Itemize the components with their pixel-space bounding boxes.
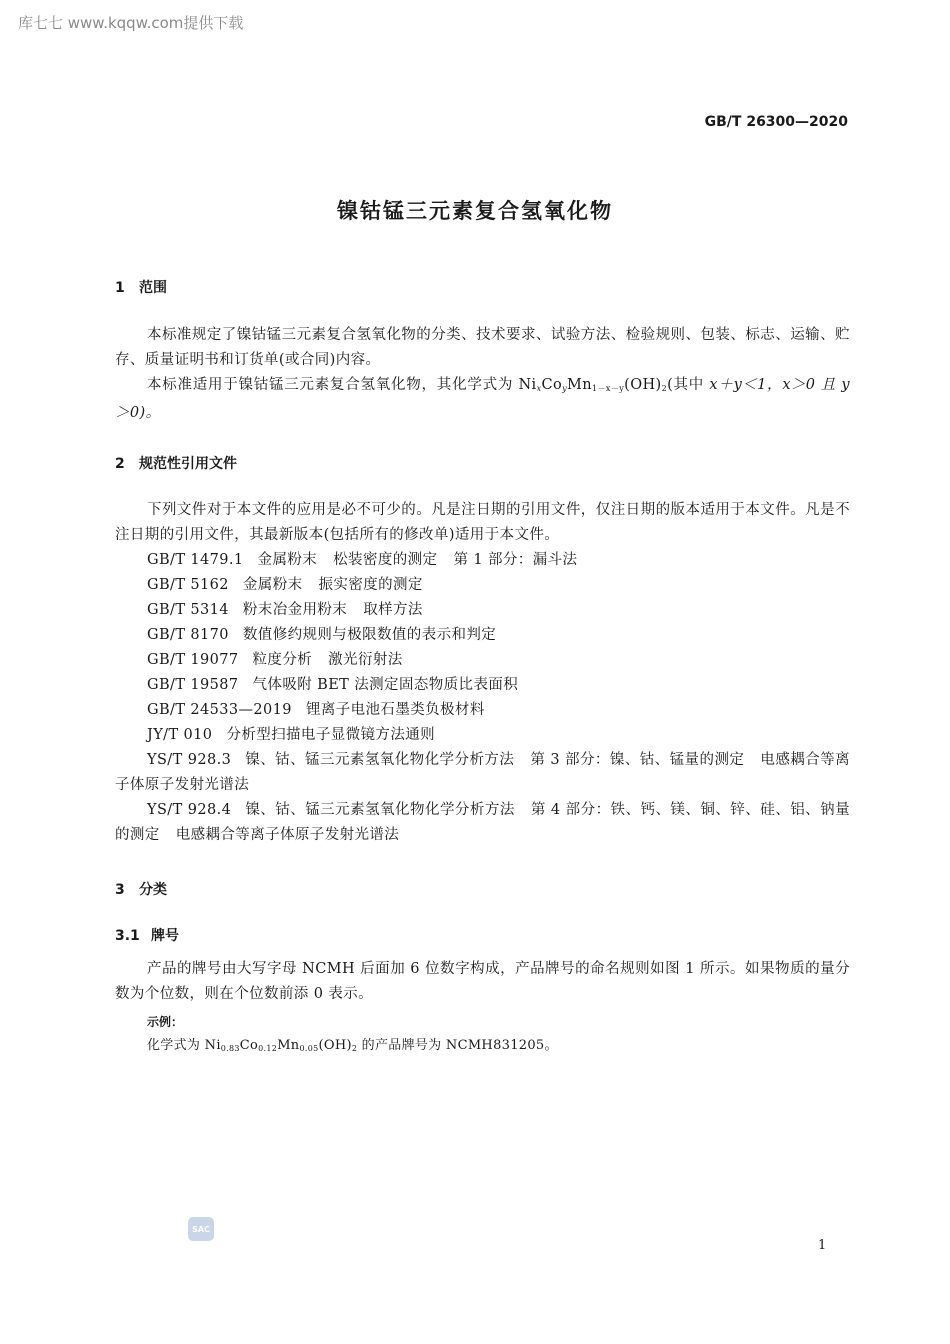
scope-paragraph-1: 本标准规定了镍钴锰三元素复合氢氧化物的分类、技术要求、试验方法、检验规则、包装、标志、运输、贮存、质量证明书和订货单(或合同)内容。 bbox=[115, 327, 850, 368]
reference-title: 粉末冶金用粉末 bbox=[242, 602, 348, 618]
reference-title: 数值修约规则与极限数值的表示和判定 bbox=[242, 627, 497, 643]
reference-item bbox=[147, 548, 577, 573]
reference-code: GB/T 19077 bbox=[147, 652, 239, 668]
reference-title: 电感耦合等离子体原子发射光谱法 bbox=[175, 827, 400, 843]
reference-item bbox=[147, 673, 518, 698]
section-3-heading bbox=[115, 879, 167, 899]
subsection-title: 牌号 bbox=[151, 928, 179, 944]
reference-title: 金属粉末 bbox=[242, 577, 303, 593]
condition-text: (其中 bbox=[667, 377, 710, 393]
reference-title: 第 4 部分：铁、钙、镁、铜、锌、硅、铝、钠量的测定 bbox=[115, 802, 851, 843]
chemical-formula: $Ni_xCo_yMn_{1-x-y}(OH)_2$ bbox=[518, 377, 668, 393]
reference-item bbox=[147, 648, 403, 673]
reference-title: 松装密度的测定 bbox=[333, 552, 438, 568]
reference-title: 取样方法 bbox=[363, 602, 423, 618]
reference-code: GB/T 5162 bbox=[147, 577, 229, 593]
reference-code: GB/T 24533—2019 bbox=[147, 702, 292, 718]
section-number: 1 bbox=[115, 280, 125, 296]
reference-title: 镍、钴、锰三元素氢氧化物化学分析方法 bbox=[245, 752, 515, 768]
reference-title: 第 3 部分：镍、钴、锰量的测定 bbox=[530, 752, 745, 768]
references-intro: 下列文件对于本文件的应用是必不可少的。凡是注日期的引用文件，仅注日期的版本适用于本文件。凡是不注日期的引用文件，其最新版本(包括所有的修改单)适用于本文件。 bbox=[115, 502, 850, 543]
reference-item bbox=[147, 623, 496, 648]
condition-a: x＋y＜1， bbox=[709, 377, 783, 393]
condition-b: x＞0 且 y＞0)。 bbox=[115, 377, 851, 421]
reference-item bbox=[147, 723, 435, 748]
section-number: 3 bbox=[115, 882, 125, 898]
standard-number: GB/T 26300—2020 bbox=[704, 114, 848, 130]
scope-text: 本标准适用于镍钴锰三元素复合氢氧化物，其化学式为 bbox=[147, 377, 519, 393]
section-1-heading bbox=[115, 277, 167, 297]
reference-title: 镍、钴、锰三元素氢氧化物化学分析方法 bbox=[245, 802, 515, 818]
reference-title: 分析型扫描电子显微镜方法通则 bbox=[226, 727, 436, 743]
reference-title: 金属粉末 bbox=[257, 552, 318, 568]
reference-code: YS/T 928.4 bbox=[147, 802, 232, 818]
reference-title: 气体吸附 BET 法测定固态物质比表面积 bbox=[252, 677, 519, 693]
example-text: 化学式为 $Ni_{0.83}Co_{0.12}Mn_{0.05}(OH)_2$ 的产品牌号为 NCMH831205。 bbox=[147, 1038, 558, 1053]
reference-title: 锂离子电池石墨类负极材料 bbox=[305, 702, 485, 718]
reference-code: GB/T 1479.1 bbox=[147, 552, 244, 568]
example-label: 示例： bbox=[147, 1015, 184, 1029]
subsection-number: 3.1 bbox=[115, 928, 140, 944]
svg-text:SAC: SAC bbox=[192, 1225, 210, 1234]
reference-item-long bbox=[115, 798, 850, 848]
reference-item bbox=[147, 573, 423, 598]
scope-paragraph-2 bbox=[115, 373, 850, 426]
reference-item bbox=[147, 698, 485, 723]
reference-code: YS/T 928.3 bbox=[147, 752, 232, 768]
reference-code: GB/T 5314 bbox=[147, 602, 229, 618]
watermark-text: 库七七 www.kqqw.com提供下载 bbox=[18, 14, 244, 32]
reference-title: 粒度分析 bbox=[252, 652, 313, 668]
document-title: 镍钴锰三元素复合氢氧化物 bbox=[337, 199, 613, 223]
sac-logo-icon bbox=[187, 1216, 215, 1242]
page-number: 1 bbox=[818, 1238, 827, 1253]
reference-title: 第 1 部分：漏斗法 bbox=[453, 552, 578, 568]
section-title: 规范性引用文件 bbox=[139, 456, 237, 472]
reference-title: 振实密度的测定 bbox=[318, 577, 423, 593]
reference-code: GB/T 8170 bbox=[147, 627, 229, 643]
reference-title: 激光衍射法 bbox=[328, 652, 403, 668]
section-title: 范围 bbox=[139, 280, 167, 296]
subsection-3-1-heading bbox=[115, 925, 179, 945]
reference-code: JY/T 010 bbox=[147, 727, 213, 743]
section-number: 2 bbox=[115, 456, 125, 472]
reference-item bbox=[147, 598, 423, 623]
section-2-heading bbox=[115, 453, 237, 473]
grade-paragraph: 产品的牌号由大写字母 NCMH 后面加 6 位数字构成，产品牌号的命名规则如图 1 所示。如果物质的量分数为个位数，则在个位数前添 0 表示。 bbox=[115, 961, 850, 1002]
reference-title: 电感耦合等离子体原子发射光谱法 bbox=[115, 752, 851, 793]
reference-code: GB/T 19587 bbox=[147, 677, 239, 693]
section-title: 分类 bbox=[139, 882, 167, 898]
reference-item-long bbox=[115, 748, 850, 798]
